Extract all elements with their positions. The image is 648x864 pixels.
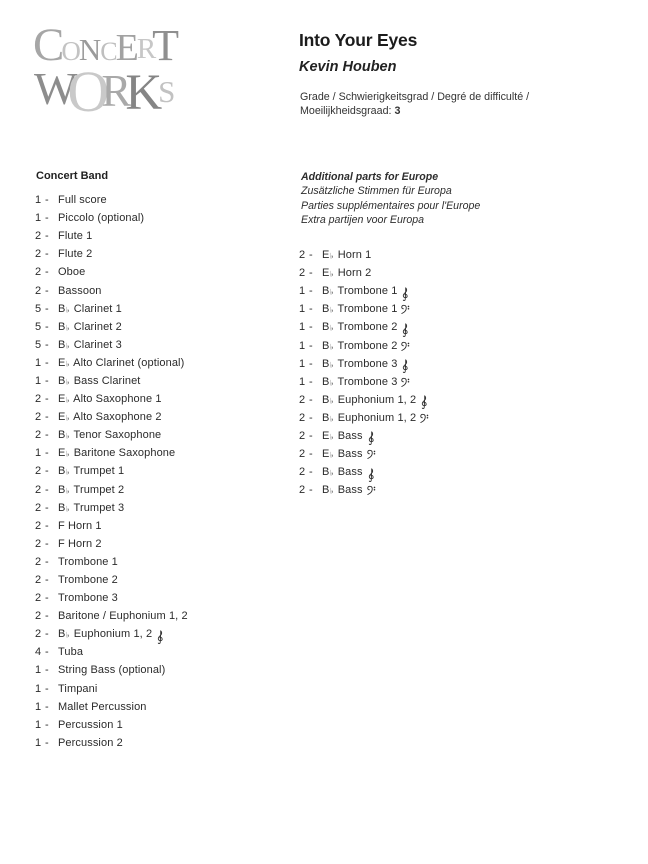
item-quantity: 2 [35,284,42,297]
item-quantity: 1 [35,194,42,207]
flat-symbol: ♭ [329,342,334,352]
item-quantity: 2 [35,230,42,243]
item-quantity: 5 [35,338,42,351]
item-label: Mallet Percussion [58,700,147,713]
logo-letter: K [125,65,163,121]
item-quantity: 2 [35,501,42,514]
item-quantity: 2 [35,483,42,496]
item-quantity: 5 [35,302,42,315]
flat-symbol: ♭ [329,269,334,279]
item-label: B♭ Bass Clarinet [58,374,141,387]
item-quantity: 2 [299,448,306,461]
bass-clef-icon [420,413,429,423]
item-label: E♭ Alto Saxophone 2 [58,411,162,424]
item-dash: - [45,682,49,695]
item-label: B♭ Clarinet 1 [58,302,122,315]
item-dash: - [309,357,313,370]
item-label: B♭ Bass [322,484,363,497]
item-label: Bassoon [58,284,102,297]
item-dash: - [45,555,49,568]
item-dash: - [309,339,313,352]
list-item [299,336,429,354]
item-dash: - [309,411,313,424]
logo-letter: R [136,33,157,65]
list-item [35,517,188,535]
flat-symbol: ♭ [65,467,70,477]
item-quantity: 1 [35,374,42,387]
item-dash: - [309,375,313,388]
item-label: B♭ Trumpet 1 [58,465,125,478]
list-item [35,354,188,372]
item-dash: - [45,519,49,532]
flat-symbol: ♭ [65,504,70,514]
item-quantity: 2 [35,610,42,623]
list-item [299,463,429,481]
list-item [299,391,429,409]
item-quantity: 1 [35,736,42,749]
item-dash: - [309,249,313,262]
item-quantity: 2 [299,484,306,497]
item-quantity: 2 [35,248,42,261]
item-label: Full score [58,194,107,207]
item-quantity: 1 [299,303,306,316]
item-dash: - [309,484,313,497]
item-label: Trombone 2 [58,574,118,587]
item-label: B♭ Trumpet 3 [58,501,125,514]
item-label: E♭ Horn 1 [322,249,372,262]
item-dash: - [45,411,49,424]
list-item [299,355,429,373]
item-label: F Horn 1 [58,519,102,532]
list-item [35,589,188,607]
list-item [299,445,429,463]
item-dash: - [309,267,313,280]
flat-symbol: ♭ [65,630,70,640]
list-item [35,553,188,571]
flat-symbol: ♭ [65,305,70,315]
item-label: E♭ Baritone Saxophone [58,447,176,460]
flat-symbol: ♭ [329,305,334,315]
list-item [35,571,188,589]
item-quantity: 2 [35,537,42,550]
item-label: E♭ Alto Clarinet (optional) [58,356,185,369]
item-quantity: 2 [35,393,42,406]
flat-symbol: ♭ [65,359,70,369]
item-label: B♭ Trombone 1 [322,303,398,316]
item-dash: - [45,212,49,225]
item-quantity: 2 [299,411,306,424]
treble-clef-icon [420,395,428,410]
flat-symbol: ♭ [65,395,70,405]
item-dash: - [309,321,313,334]
treble-clef-icon [401,287,409,302]
item-label: Baritone / Euphonium 1, 2 [58,610,188,623]
flat-symbol: ♭ [329,323,334,333]
item-label: B♭ Trombone 2 [322,339,398,352]
item-quantity: 1 [35,682,42,695]
list-item [35,462,188,480]
right-heading-nl: Extra partijen voor Europa [301,213,425,226]
concert-works-logo [33,19,180,124]
item-quantity: 2 [35,429,42,442]
item-quantity: 2 [35,465,42,478]
item-dash: - [45,302,49,315]
item-dash: - [309,466,313,479]
item-quantity: 4 [35,646,42,659]
flat-symbol: ♭ [329,251,334,261]
list-item [35,661,188,679]
item-quantity: 2 [299,267,306,280]
bass-clef-icon [401,305,410,315]
item-quantity: 1 [299,375,306,388]
item-dash: - [45,356,49,369]
flat-symbol: ♭ [329,414,334,424]
bass-clef-icon [401,341,410,351]
item-quantity: 1 [299,339,306,352]
list-item [35,698,188,716]
item-dash: - [309,429,313,442]
list-item [299,318,429,336]
item-dash: - [45,501,49,514]
left-column-heading: Concert Band [36,170,109,182]
list-item [299,409,429,427]
flat-symbol: ♭ [329,360,334,370]
list-item [35,191,188,209]
item-dash: - [45,592,49,605]
list-item [35,390,188,408]
item-quantity: 2 [299,429,306,442]
list-item [35,426,188,444]
item-label: E♭ Bass [322,429,363,442]
item-label: Piccolo (optional) [58,212,145,225]
logo-letter: C [100,37,118,66]
treble-clef-icon [156,630,164,645]
item-label: B♭ Trombone 3 [322,357,398,370]
flat-symbol: ♭ [65,341,70,351]
item-label: B♭ Trumpet 2 [58,483,125,496]
list-item [35,227,188,245]
grade-line-1: Grade / Schwierigkeitsgrad / Degré de difficulté / [300,91,530,103]
logo-letter: E [115,27,139,69]
item-quantity: 1 [35,356,42,369]
item-quantity: 2 [299,393,306,406]
item-dash: - [45,266,49,279]
list-item [35,444,188,462]
flat-symbol: ♭ [65,486,70,496]
item-dash: - [45,230,49,243]
flat-symbol: ♭ [329,378,334,388]
logo-letter: T [152,21,180,70]
bass-clef-icon [401,377,410,387]
flat-symbol: ♭ [65,377,70,387]
flat-symbol: ♭ [329,396,334,406]
list-item [299,373,429,391]
item-dash: - [45,718,49,731]
treble-clef-icon [367,431,375,446]
grade-value: 3 [394,105,401,117]
list-item [35,716,188,734]
list-item [299,427,429,445]
item-quantity: 2 [299,466,306,479]
item-label: B♭ Euphonium 1, 2 [322,393,417,406]
item-dash: - [45,736,49,749]
item-dash: - [309,285,313,298]
right-heading-fr: Parties supplémentaires pour l'Europe [301,199,481,212]
item-dash: - [45,537,49,550]
list-item [35,300,188,318]
item-label: Timpani [58,682,98,695]
item-dash: - [45,248,49,261]
item-quantity: 2 [299,249,306,262]
item-quantity: 1 [299,321,306,334]
item-dash: - [45,628,49,641]
flat-symbol: ♭ [329,432,334,442]
item-quantity: 1 [35,718,42,731]
item-label: Oboe [58,266,86,279]
item-label: B♭ Clarinet 3 [58,338,122,351]
item-quantity: 2 [35,411,42,424]
list-item [35,625,188,643]
item-quantity: 2 [35,266,42,279]
bass-clef-icon [367,450,376,460]
flat-symbol: ♭ [65,413,70,423]
item-label: B♭ Trombone 1 [322,285,398,298]
list-item [299,282,429,300]
item-dash: - [45,664,49,677]
item-dash: - [309,448,313,461]
item-dash: - [45,194,49,207]
item-dash: - [45,465,49,478]
item-label: Flute 2 [58,248,93,261]
item-quantity: 2 [35,519,42,532]
item-label: Trombone 1 [58,555,118,568]
item-label: String Bass (optional) [58,664,166,677]
flat-symbol: ♭ [329,486,334,496]
flat-symbol: ♭ [329,468,334,478]
item-dash: - [45,610,49,623]
item-label: Percussion 2 [58,736,123,749]
logo-letter: C [33,19,65,71]
list-item [35,336,188,354]
item-label: E♭ Horn 2 [322,267,372,280]
list-item [35,245,188,263]
item-dash: - [45,646,49,659]
item-label: B♭ Trombone 2 [322,321,398,334]
right-heading-en: Additional parts for Europe [301,171,439,183]
item-dash: - [45,284,49,297]
grade-line-2 [300,104,529,118]
item-label: E♭ Alto Saxophone 1 [58,393,162,406]
flat-symbol: ♭ [329,450,334,460]
item-label: B♭ Clarinet 2 [58,320,122,333]
list-item [299,300,429,318]
bass-clef-icon [367,486,376,496]
flat-symbol: ♭ [65,431,70,441]
treble-clef-icon [367,468,375,483]
item-quantity: 2 [35,574,42,587]
item-quantity: 1 [35,664,42,677]
logo-line-works [34,56,179,124]
grade-block [300,90,529,118]
logo-letter: O [67,59,110,124]
item-dash: - [45,700,49,713]
item-label: B♭ Trombone 3 [322,375,398,388]
list-item [35,607,188,625]
item-dash: - [45,483,49,496]
item-quantity: 1 [299,357,306,370]
item-dash: - [45,338,49,351]
logo-letter: N [78,32,102,67]
item-dash: - [45,374,49,387]
europe-parts-list [299,246,429,499]
treble-clef-icon [401,359,409,374]
list-item [35,680,188,698]
page-title: Into Your Eyes [299,30,418,50]
item-label: B♭ Bass [322,466,363,479]
item-quantity: 2 [35,628,42,641]
right-column-heading [301,170,480,227]
list-item [35,263,188,281]
grade-label: Moeilijkheidsgraad: [300,105,392,117]
logo-letter: W [34,63,78,114]
list-item [299,481,429,499]
item-dash: - [45,320,49,333]
item-label: E♭ Bass [322,448,363,461]
list-item [35,209,188,227]
item-quantity: 1 [35,447,42,460]
list-item [35,408,188,426]
right-heading-de: Zusätzliche Stimmen für Europa [301,185,452,198]
item-dash: - [309,393,313,406]
item-label: B♭ Euphonium 1, 2 [58,628,153,641]
item-label: B♭ Tenor Saxophone [58,429,162,442]
item-dash: - [309,303,313,316]
item-dash: - [45,447,49,460]
logo-letter: S [158,74,176,109]
item-label: B♭ Euphonium 1, 2 [322,411,417,424]
list-item [299,246,429,264]
item-quantity: 5 [35,320,42,333]
list-item [35,481,188,499]
item-quantity: 2 [35,592,42,605]
item-quantity: 1 [35,212,42,225]
item-quantity: 1 [35,700,42,713]
list-item [35,643,188,661]
item-label: Percussion 1 [58,718,123,731]
treble-clef-icon [401,323,409,338]
list-item [35,281,188,299]
composer-name: Kevin Houben [299,59,397,75]
logo-letter: O [61,36,81,66]
item-quantity: 1 [299,285,306,298]
item-dash: - [45,574,49,587]
list-item [35,734,188,752]
list-item [35,499,188,517]
flat-symbol: ♭ [65,323,70,333]
flat-symbol: ♭ [329,287,334,297]
list-item [35,318,188,336]
item-dash: - [45,429,49,442]
item-label: Flute 1 [58,230,93,243]
logo-letter: R [101,66,132,116]
flat-symbol: ♭ [65,449,70,459]
item-quantity: 2 [35,555,42,568]
item-dash: - [45,393,49,406]
item-label: F Horn 2 [58,537,102,550]
list-item [35,535,188,553]
item-label: Tuba [58,646,84,659]
item-label: Trombone 3 [58,592,118,605]
list-item [35,372,188,390]
list-item [299,264,429,282]
concert-band-parts-list [35,191,188,752]
